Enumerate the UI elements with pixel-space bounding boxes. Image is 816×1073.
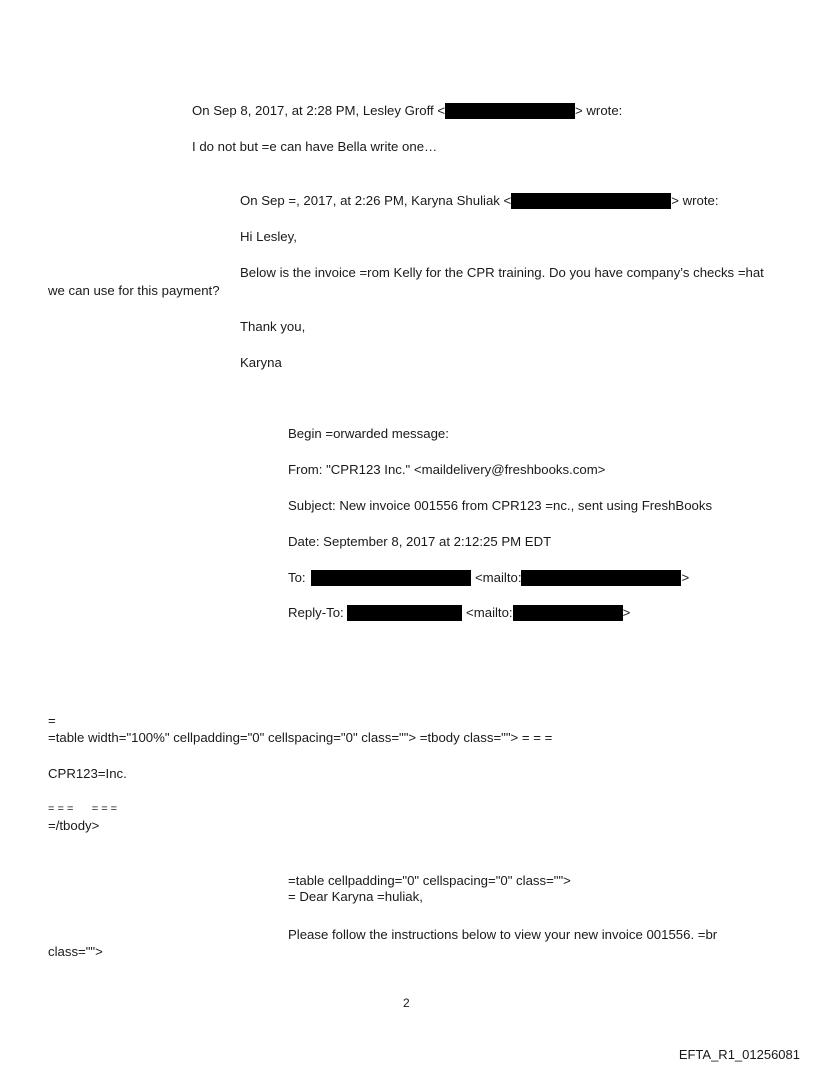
forwarded-from: From: "CPR123 Inc." <maildelivery@freshbooks.com> (288, 462, 606, 477)
email1-header-pre: On Sep 8, 2017, at 2:28 PM, Lesley Groff < (192, 103, 446, 118)
reply-to-label: Reply-To: (288, 605, 344, 620)
redaction-box (513, 605, 623, 621)
raw-table2: =table cellpadding="0" cellspacing="0" class=""> (288, 873, 571, 888)
forwarded-begin: Begin =orwarded message: (288, 426, 449, 441)
email2-header (240, 193, 719, 209)
raw-dear: = Dear Karyna =huliak, (288, 889, 423, 904)
email1-body: I do not but =e can have Bella write one… (192, 139, 438, 154)
raw-company: CPR123=Inc. (48, 766, 127, 781)
to-mailto: <mailto: (474, 570, 522, 585)
raw-class-line: class=""> (48, 944, 103, 959)
email2-body-line1: Below is the invoice =rom Kelly for the CPR training. Do you have company’s checks =hat (240, 265, 764, 280)
page-number: 2 (403, 996, 410, 1010)
redaction-box (521, 570, 681, 586)
raw-eq: = (48, 713, 56, 728)
email2-header-post: > wrote: (671, 193, 719, 208)
forwarded-subject: Subject: New invoice 001556 from CPR123 =nc., sent using FreshBooks (288, 498, 713, 513)
email1-header-post: > wrote: (575, 103, 623, 118)
email2-signature: Karyna (240, 355, 282, 370)
email2-greeting: Hi Lesley, (240, 229, 297, 244)
email2-header-pre: On Sep =, 2017, at 2:26 PM, Karyna Shuliak < (240, 193, 512, 208)
redaction-box (347, 605, 462, 621)
raw-instructions: Please follow the instructions below to view your new invoice 001556. =br (288, 927, 718, 942)
redaction-box (311, 570, 471, 586)
forwarded-reply-to (288, 605, 630, 621)
forwarded-date: Date: September 8, 2017 at 2:12:25 PM EDT (288, 534, 552, 549)
reply-to-mailto: <mailto: (466, 605, 513, 620)
to-label: To: (288, 570, 306, 585)
redaction-box (511, 193, 671, 209)
raw-eq-row: = = = = = = (48, 803, 118, 815)
reply-to-close: > (622, 605, 631, 620)
raw-table-line: =table width="100%" cellpadding="0" cellspacing="0" class=""> =tbody class=""> = = = (48, 730, 553, 745)
email2-body-line2: we can use for this payment? (48, 283, 220, 298)
email1-header (192, 103, 622, 119)
raw-tbody-close: =/tbody> (48, 818, 100, 833)
to-close: > (681, 570, 690, 585)
redaction-box (445, 103, 575, 119)
email2-thanks: Thank you, (240, 319, 306, 334)
forwarded-to (288, 570, 689, 586)
document-id: EFTA_R1_01256081 (678, 1047, 800, 1062)
